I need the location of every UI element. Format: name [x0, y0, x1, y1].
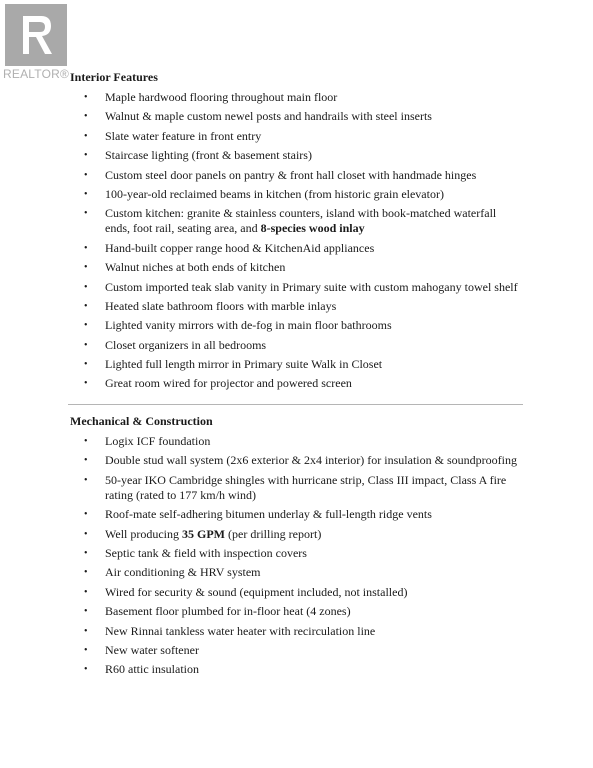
item-text: Roof-mate self-adhering bitumen underlay & full-length ridge vents — [105, 507, 432, 522]
section-title-interior-features: Interior Features — [70, 70, 158, 84]
list-item — [84, 624, 524, 639]
bullet-icon: • — [84, 436, 88, 447]
item-text-suffix: (per drilling report) — [225, 526, 322, 541]
bullet-icon: • — [84, 130, 88, 142]
list-item — [84, 241, 524, 256]
list-item — [84, 338, 524, 353]
realtor-logo — [3, 4, 69, 80]
item-text: Walnut niches at both ends of kitchen — [105, 260, 286, 275]
list-item — [84, 109, 524, 124]
bullet-icon: • — [84, 320, 88, 332]
realtor-r-icon — [5, 4, 67, 66]
item-text: Great room wired for projector and powered screen — [105, 376, 352, 391]
list-item — [84, 507, 524, 522]
item-text: Lighted vanity mirrors with de-fog in main floor bathrooms — [105, 318, 392, 333]
list-item — [84, 546, 524, 561]
list-item — [84, 280, 524, 295]
item-text: Wired for security & sound (equipment included, not installed) — [105, 584, 408, 599]
bullet-icon: • — [84, 92, 88, 103]
bullet-icon: • — [84, 359, 88, 371]
bullet-icon: • — [84, 547, 88, 559]
item-text: Air conditioning & HRV system — [105, 565, 261, 580]
bullet-icon: • — [84, 208, 88, 220]
item-text: Custom kitchen: granite & stainless counters, island with book-matched waterfall ends, foot rail, seating area, and — [105, 206, 497, 236]
bullet-icon: • — [84, 567, 88, 579]
list-item — [84, 643, 524, 658]
section-title-mechanical-construction: Mechanical & Construction — [70, 414, 213, 428]
list-item — [84, 148, 524, 163]
realtor-logo-text: REALTOR® — [3, 67, 70, 81]
bullet-icon: • — [84, 111, 88, 123]
item-text: Lighted full length mirror in Primary suite Walk in Closet — [105, 357, 383, 372]
bullet-icon: • — [84, 339, 88, 351]
list-item — [84, 260, 524, 275]
bullet-icon: • — [84, 586, 88, 598]
item-text: 50-year IKO Cambridge shingles with hurricane strip, Class III impact, Class A fire rating (rated to 177 km/h wind) — [105, 472, 507, 502]
item-text: Walnut & maple custom newel posts and handrails with steel inserts — [105, 109, 432, 124]
item-text-bold: 8-species wood inlay — [260, 221, 365, 236]
bullet-icon: • — [84, 474, 88, 486]
bullet-icon: • — [84, 625, 88, 637]
bullet-icon: • — [84, 455, 88, 467]
item-text: New water softener — [105, 642, 199, 657]
item-text: Hand-built copper range hood & KitchenAid appliances — [105, 240, 375, 255]
item-text: Well producing — [105, 526, 183, 541]
list-item — [84, 376, 524, 391]
bullet-icon: • — [84, 281, 88, 293]
section-divider — [68, 404, 523, 405]
bullet-icon: • — [84, 644, 88, 656]
item-text: Heated slate bathroom floors with marble inlays — [105, 298, 337, 313]
list-item — [84, 453, 524, 468]
item-text: Logix ICF foundation — [105, 434, 211, 448]
list-item — [84, 565, 524, 580]
bullet-icon: • — [84, 664, 88, 676]
item-text: Maple hardwood flooring throughout main floor — [105, 90, 338, 104]
bullet-icon: • — [84, 378, 88, 390]
bullet-icon: • — [84, 169, 88, 181]
list-item — [84, 585, 524, 600]
item-text: Slate water feature in front entry — [105, 128, 262, 143]
list-item — [84, 527, 524, 542]
list-item — [84, 206, 524, 236]
bullet-icon: • — [84, 509, 88, 521]
mechanical-construction-list — [84, 434, 524, 682]
item-text: Custom imported teak slab vanity in Primary suite with custom mahogany towel shelf — [105, 279, 518, 294]
bullet-icon: • — [84, 150, 88, 162]
bullet-icon: • — [84, 300, 88, 312]
list-item — [84, 129, 524, 144]
item-text: Septic tank & field with inspection covers — [105, 545, 307, 560]
interior-features-list — [84, 90, 524, 396]
item-text: R60 attic insulation — [105, 662, 199, 677]
bullet-icon: • — [84, 528, 88, 540]
list-item — [84, 187, 524, 202]
list-item — [84, 90, 524, 105]
list-item — [84, 299, 524, 314]
bullet-icon: • — [84, 242, 88, 254]
list-item — [84, 604, 524, 619]
item-text: Closet organizers in all bedrooms — [105, 337, 267, 352]
item-text: Staircase lighting (front & basement stairs) — [105, 148, 312, 163]
realtor-logo-mark — [5, 4, 67, 66]
list-item — [84, 318, 524, 333]
item-text: Double stud wall system (2x6 exterior & 2x4 interior) for insulation & soundproofing — [105, 453, 517, 468]
item-text: Custom steel door panels on pantry & front hall closet with handmade hinges — [105, 167, 477, 182]
item-text: 100-year-old reclaimed beams in kitchen (from historic grain elevator) — [105, 186, 444, 201]
bullet-icon: • — [84, 606, 88, 618]
item-text: New Rinnai tankless water heater with recirculation line — [105, 623, 376, 638]
list-item — [84, 168, 524, 183]
item-text: Basement floor plumbed for in-floor heat (4 zones) — [105, 604, 351, 619]
list-item — [84, 434, 524, 449]
list-item — [84, 662, 524, 677]
bullet-icon: • — [84, 262, 88, 274]
list-item — [84, 357, 524, 372]
list-item — [84, 473, 524, 503]
bullet-icon: • — [84, 188, 88, 200]
item-text-bold: 35 GPM — [182, 526, 226, 541]
